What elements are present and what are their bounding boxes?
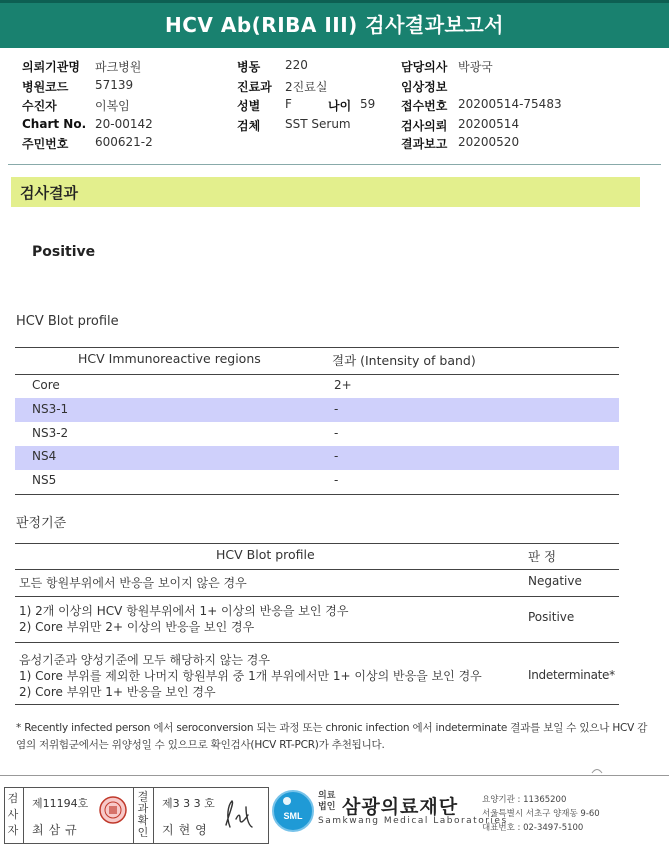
table-row <box>15 470 619 492</box>
info-label: 검사의뢰 <box>401 119 448 133</box>
info-value: SST Serum <box>285 117 351 131</box>
official-seal-icon <box>98 795 128 825</box>
footnote: * Recently infected person 에서 seroconversion 되는 과정 또는 chronic infection 에서 indeterminate 결과를 보일 수 있으나 HCV 감염의 저위험군에서는 위양성일 수 있으므로 확인검사(HCV RT-PCR)가 추천됩니다. <box>16 722 648 751</box>
column-header: HCV Blot profile <box>216 547 315 562</box>
table-rule <box>15 543 619 544</box>
info-label: 담당의사 <box>401 60 448 74</box>
sml-logo-icon <box>271 789 315 833</box>
table-row <box>15 375 619 397</box>
info-value: 이복임 <box>95 99 130 113</box>
table-rule <box>15 596 619 597</box>
blot-profile-title: HCV Blot profile <box>16 314 119 329</box>
info-label: 접수번호 <box>401 99 448 113</box>
table-rule <box>15 704 619 705</box>
small-arc-icon <box>591 766 603 774</box>
info-value: 20200514 <box>458 117 520 131</box>
contact-line: 서울특별시 서초구 양재동 9-60 <box>482 809 600 819</box>
info-label: 임상정보 <box>401 80 448 94</box>
report-title: HCV Ab(RIBA III) 검사결과보고서 <box>165 13 504 37</box>
intensity-cell: - <box>334 402 339 416</box>
inspector-label: 검 사 자 <box>7 792 19 837</box>
info-label: 병원코드 <box>22 80 69 94</box>
info-value: F <box>285 97 292 111</box>
table-rule <box>15 494 619 495</box>
inspector-name: 최삼규 <box>32 823 82 837</box>
info-value: 박광국 <box>458 60 493 74</box>
info-label: Chart No. <box>22 117 87 131</box>
handwritten-signature <box>222 797 258 833</box>
info-label: 나이 <box>328 99 352 113</box>
intensity-cell: 2+ <box>334 378 352 392</box>
column-header: HCV Immunoreactive regions <box>78 351 261 366</box>
intensity-cell: - <box>334 426 339 440</box>
info-value: 20200520 <box>458 135 520 149</box>
info-value: 2진료실 <box>285 80 328 94</box>
info-label: 성별 <box>237 99 261 113</box>
info-value: 20200514-75483 <box>458 97 562 111</box>
org-tag <box>318 791 335 813</box>
criteria-line: 1) Core 부위를 제외한 나머지 항원부위 중 1개 부위에서만 1+ 이상의 반응을 보인 경우 <box>19 669 482 683</box>
intensity-cell: - <box>334 473 339 487</box>
column-header: 결과 (Intensity of band) <box>332 353 476 368</box>
confirmer-name: 지현영 <box>162 823 212 837</box>
table-row <box>15 422 619 444</box>
confirmer-label: 결 과 확 인 <box>137 790 149 839</box>
signature-divider <box>23 787 24 844</box>
info-divider <box>8 164 661 165</box>
signature-divider <box>133 787 134 844</box>
intensity-cell: - <box>334 449 339 463</box>
result-section-bar <box>11 177 640 207</box>
judgement-cell: Indeterminate* <box>528 668 615 682</box>
table-row <box>15 446 619 470</box>
footer-divider <box>0 775 669 776</box>
result-section-title: 검사결과 <box>20 184 78 202</box>
info-label: 수진자 <box>22 99 57 113</box>
criteria-line: 음성기준과 양성기준에 모두 해당하지 않는 경우 <box>19 653 270 667</box>
table-rule <box>15 642 619 643</box>
region-cell: NS3-2 <box>32 426 69 440</box>
table-row <box>15 398 619 422</box>
column-header: 판 정 <box>528 549 557 564</box>
info-label: 주민번호 <box>22 137 69 151</box>
info-value: 57139 <box>95 78 134 92</box>
region-cell: Core <box>32 378 60 392</box>
info-label: 검체 <box>237 119 261 133</box>
info-value: 600621-2 <box>95 135 153 149</box>
org-tag-line: 의료 <box>318 791 336 801</box>
info-label: 병동 <box>237 60 261 74</box>
contact-line: 요양기관 : 11365200 <box>482 795 567 805</box>
info-label: 의뢰기관명 <box>22 60 80 74</box>
criteria-line: 모든 항원부위에서 반응을 보이지 않은 경우 <box>19 576 247 590</box>
result-value: Positive <box>32 244 96 260</box>
region-cell: NS4 <box>32 449 57 463</box>
sml-logo-text: SML <box>283 811 303 821</box>
inspector-license: 제11194호 <box>32 797 89 810</box>
criteria-line: 2) Core 부위만 2+ 이상의 반응을 보인 경우 <box>19 620 255 634</box>
info-value: 220 <box>285 58 308 72</box>
info-label: 진료과 <box>237 80 272 94</box>
region-cell: NS3-1 <box>32 402 69 416</box>
criteria-title: 판정기준 <box>16 516 67 531</box>
contact-line: 대표번호 : 02-3497-5100 <box>482 823 584 833</box>
info-label: 결과보고 <box>401 137 448 151</box>
criteria-line: 1) 2개 이상의 HCV 항원부위에서 1+ 이상의 반응을 보인 경우 <box>19 604 349 618</box>
confirmer-license: 제3 3 3 호 <box>162 797 215 810</box>
signature-divider <box>153 787 154 844</box>
judgement-cell: Negative <box>528 574 582 588</box>
organization-english-name: Samkwang Medical Laboratories <box>318 816 508 826</box>
judgement-cell: Positive <box>528 610 575 624</box>
info-value: 파크병원 <box>95 60 142 74</box>
region-cell: NS5 <box>32 473 57 487</box>
org-tag-line: 법인 <box>318 802 336 812</box>
table-rule <box>15 569 619 570</box>
table-rule <box>15 347 619 348</box>
criteria-line: 2) Core 부위만 1+ 반응을 보인 경우 <box>19 685 216 699</box>
info-value: 20-00142 <box>95 117 153 131</box>
info-value: 59 <box>360 97 376 111</box>
organization-name: 삼광의료재단 <box>342 796 459 818</box>
